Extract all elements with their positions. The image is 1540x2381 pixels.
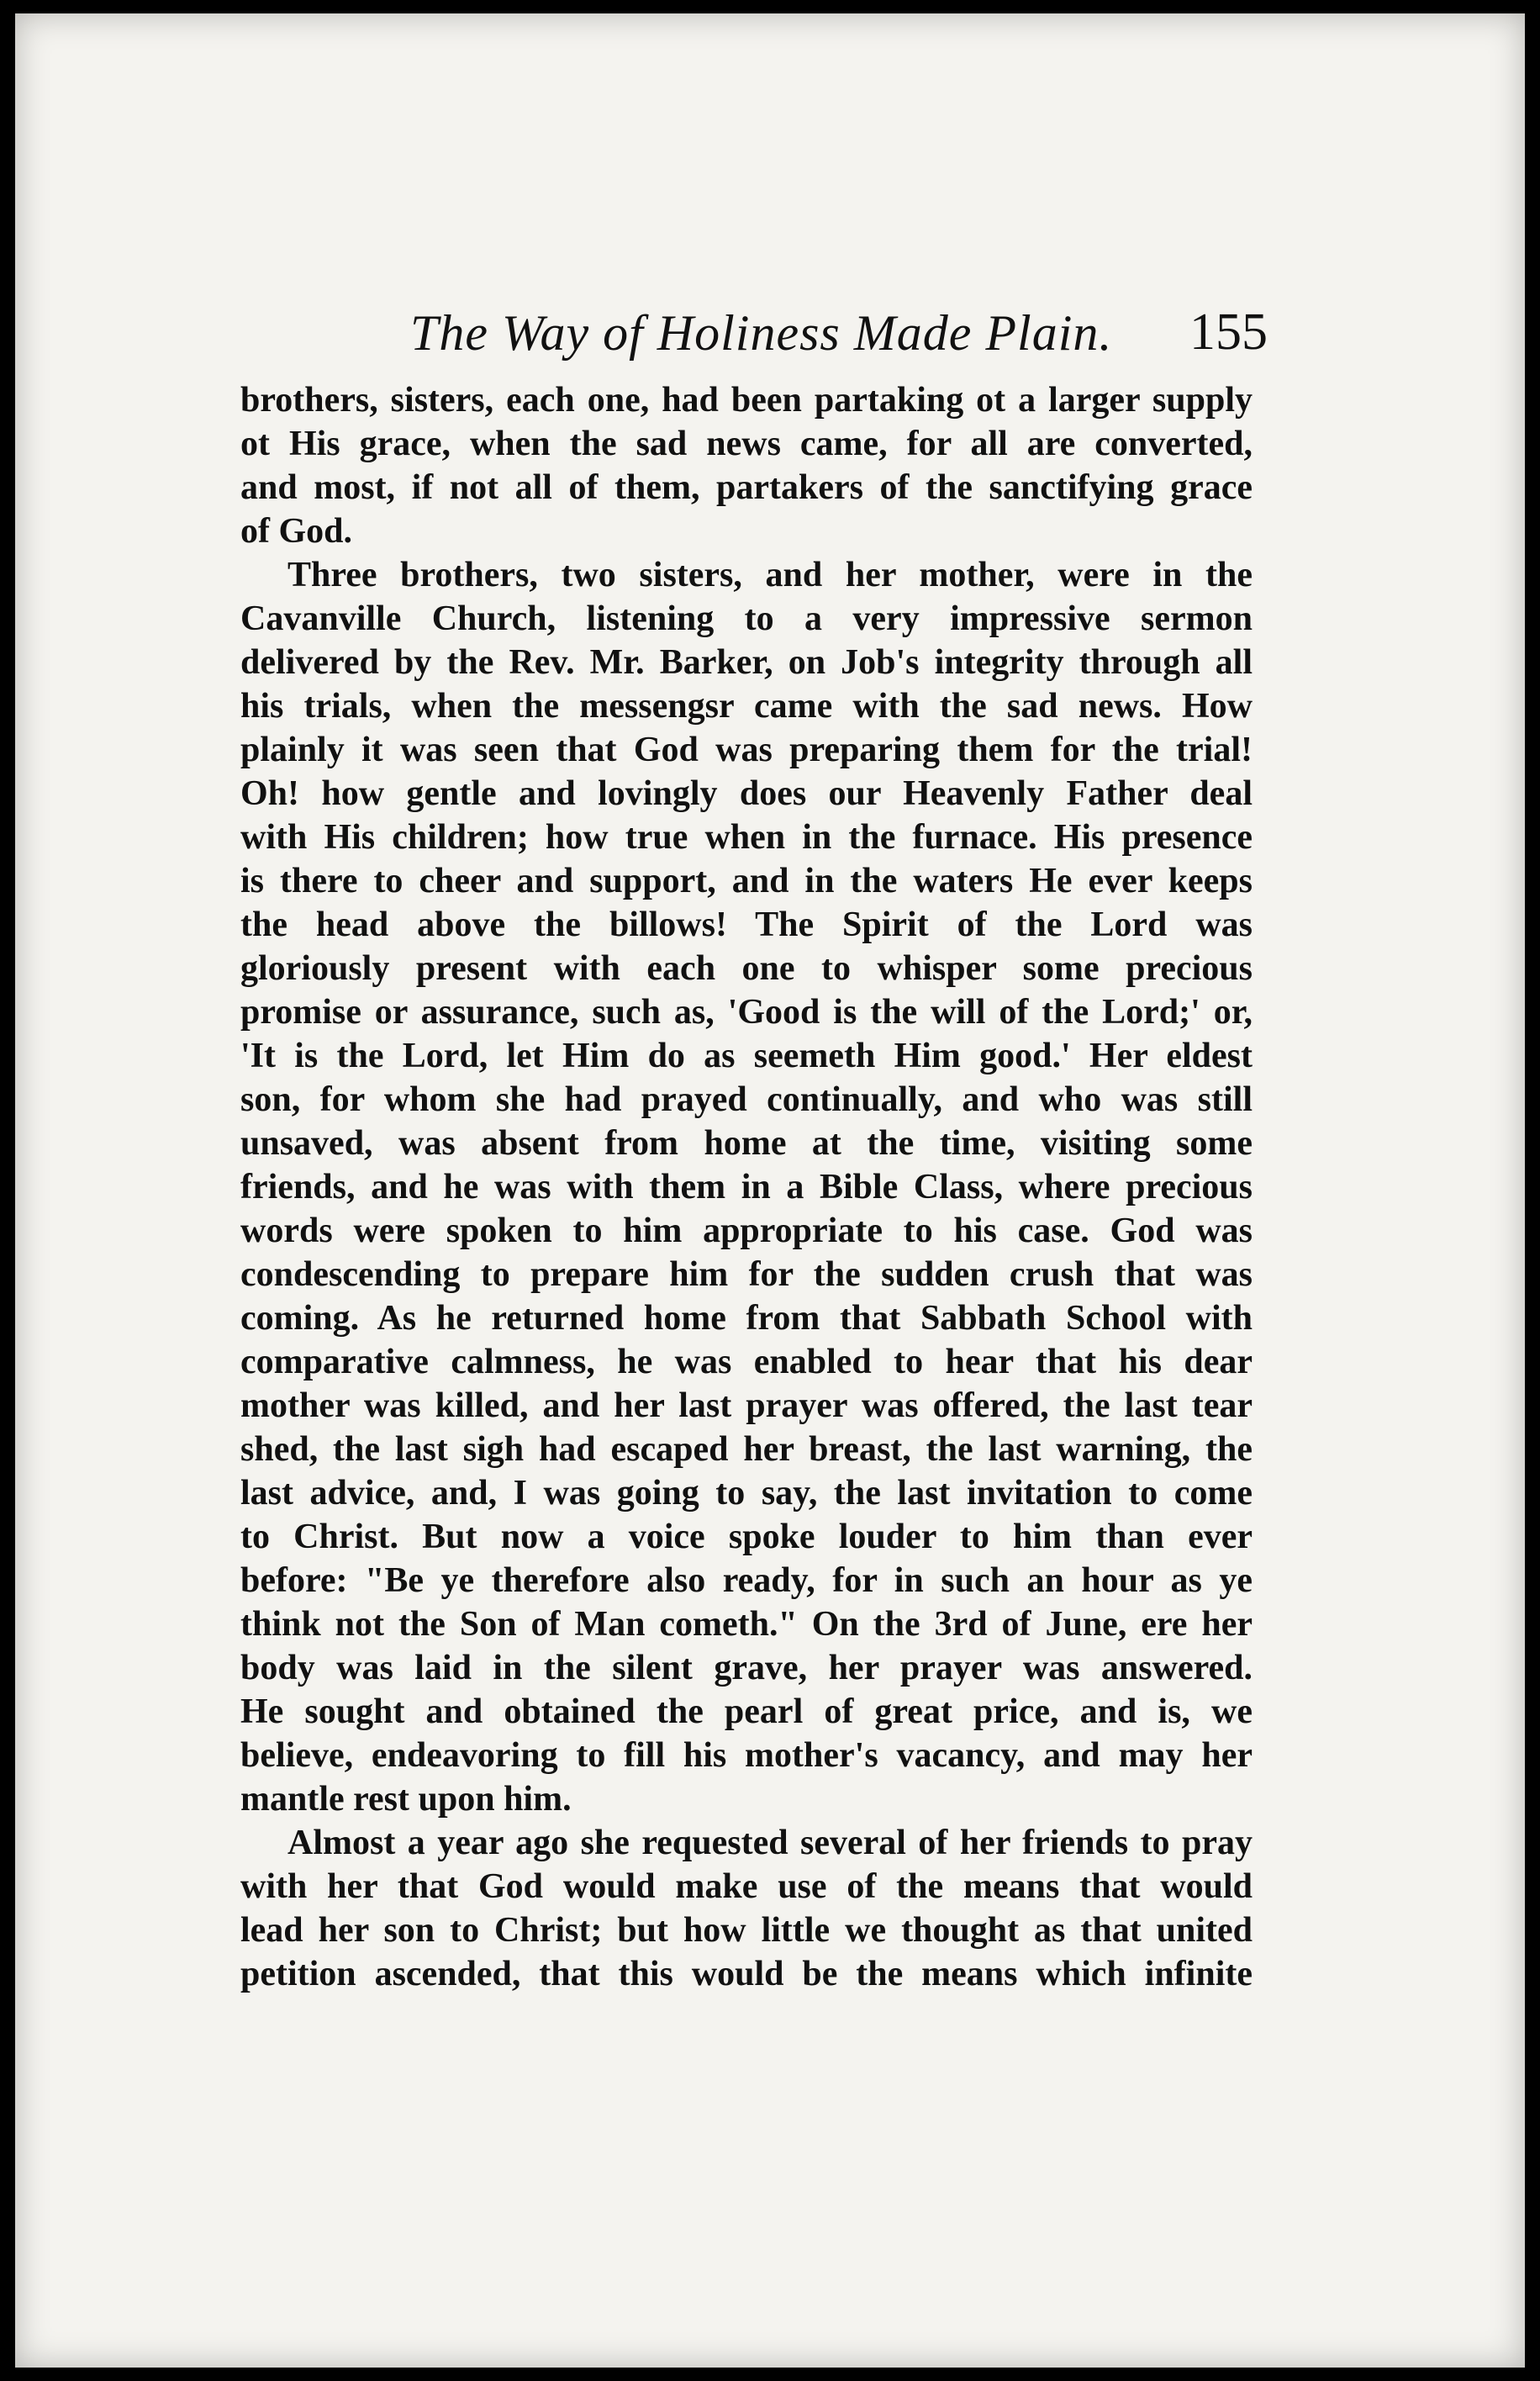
text-line: believe, endeavoring to fill his mother's vacancy, and may her: [240, 1736, 1253, 1775]
text-line: Oh! how gentle and lovingly does our Heavenly Father deal: [240, 774, 1253, 813]
text-line: before: "Be ye therefore also ready, for in such an hour as ye: [240, 1561, 1253, 1600]
text-line: comparative calmness, he was enabled to hear that his dear: [240, 1343, 1253, 1381]
text-line: lead her son to Christ; but how little we thought as that united: [240, 1911, 1253, 1950]
text-line: his trials, when the messengsr came with the sad news. How: [240, 687, 1253, 726]
text-line: petition ascended, that this would be the means which infinite: [240, 1955, 1253, 1993]
page-header: [256, 299, 1268, 375]
text-line: He sought and obtained the pearl of great price, and is, we: [240, 1692, 1253, 1731]
text-line: brothers, sisters, each one, had been partaking ot a larger supply: [240, 381, 1253, 420]
text-line: 'It is the Lord, let Him do as seemeth Him good.' Her eldest: [240, 1037, 1253, 1075]
text-line: gloriously present with each one to whisper some precious: [240, 949, 1253, 988]
text-line: words were spoken to him appropriate to his case. God was: [240, 1212, 1253, 1250]
text-line: mother was killed, and her last prayer was offered, the last tear: [240, 1386, 1253, 1425]
text-line: and most, if not all of them, partakers of the sanctifying grace: [240, 468, 1253, 507]
text-line: with His children; how true when in the furnace. His presence: [240, 818, 1253, 857]
page-number: 155: [1189, 304, 1268, 361]
text-line: the head above the billows! The Spirit of the Lord was: [240, 905, 1253, 944]
text-line: ot His grace, when the sad news came, for all are converted,: [240, 425, 1253, 463]
text-line: promise or assurance, such as, 'Good is the will of the Lord;' or,: [240, 993, 1253, 1032]
text-line: condescending to prepare him for the sudden crush that was: [240, 1255, 1253, 1294]
text-line: son, for whom she had prayed continually, and who was still: [240, 1080, 1253, 1119]
text-line: Three brothers, two sisters, and her mother, were in the: [287, 556, 1253, 594]
text-line: unsaved, was absent from home at the time, visiting some: [240, 1124, 1253, 1163]
text-line: last advice, and, I was going to say, the last invitation to come: [240, 1474, 1253, 1513]
text-line: coming. As he returned home from that Sabbath School with: [240, 1299, 1253, 1338]
text-line: friends, and he was with them in a Bible Class, where precious: [240, 1168, 1253, 1206]
text-line: mantle rest upon him.: [240, 1780, 572, 1819]
text-line: delivered by the Rev. Mr. Barker, on Job's integrity through all: [240, 643, 1253, 682]
text-line: to Christ. But now a voice spoke louder to him than ever: [240, 1518, 1253, 1556]
text-line: Almost a year ago she requested several of her friends to pray: [287, 1824, 1253, 1862]
running-title: The Way of Holiness Made Plain.: [410, 305, 1113, 361]
body-text: [240, 378, 1253, 1996]
text-line: body was laid in the silent grave, her prayer was answered.: [240, 1649, 1253, 1687]
text-line: plainly it was seen that God was preparing them for the trial!: [240, 731, 1253, 769]
text-line: Cavanville Church, listening to a very impressive sermon: [240, 599, 1253, 638]
text-line: think not the Son of Man cometh." On the 3rd of June, ere her: [240, 1605, 1253, 1644]
text-line: shed, the last sigh had escaped her breast, the last warning, the: [240, 1430, 1253, 1469]
text-line: is there to cheer and support, and in the waters He ever keeps: [240, 862, 1253, 900]
text-line: of God.: [240, 512, 353, 551]
text-line: with her that God would make use of the means that would: [240, 1867, 1253, 1906]
